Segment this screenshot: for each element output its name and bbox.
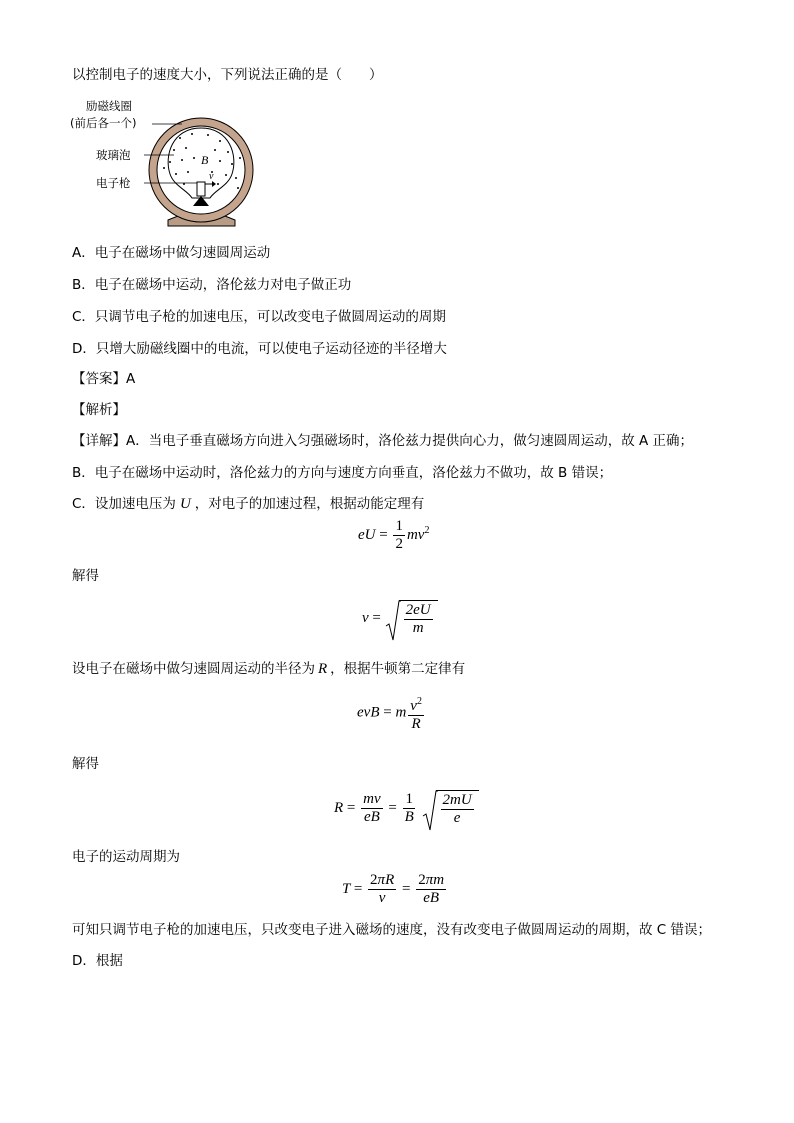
analysis-label: 【解析】 xyxy=(72,402,126,418)
eq4-equals: = xyxy=(346,799,356,816)
eq1-equals: = xyxy=(379,526,388,543)
eq5-den2: eB xyxy=(423,890,440,906)
radius-line-text: 设电子在磁场中做匀速圆周运动的半径为 xyxy=(72,661,315,677)
detail-line-c-text-2: ，对电子的加速过程，根据动能定理有 xyxy=(194,496,425,512)
answer-value: A xyxy=(126,371,136,387)
eq1-rhs: mv xyxy=(406,526,425,543)
apparatus-figure xyxy=(70,98,270,230)
eq1-lhs: eU xyxy=(358,526,376,543)
bulb-label: 玻璃泡 xyxy=(96,148,131,162)
answer-line xyxy=(72,370,135,388)
velocity-label: v xyxy=(209,171,214,182)
detail-line-c xyxy=(72,495,424,513)
eq4-lhs: R xyxy=(334,799,344,816)
eq2-fraction xyxy=(404,602,433,637)
solve-label-2: 解得 xyxy=(72,756,99,772)
eq5-num1-coef: 2 xyxy=(370,872,378,888)
eq5-fraction-2 xyxy=(416,872,446,907)
eq2-lhs: v xyxy=(362,609,369,626)
coil-label: 励磁线圈 xyxy=(86,99,132,113)
eq5-fraction-1 xyxy=(368,872,396,907)
eq5-lhs: T xyxy=(342,880,351,897)
gun-label: 电子枪 xyxy=(96,176,131,190)
equation-newton xyxy=(357,693,426,733)
eq3-num: v xyxy=(410,698,417,714)
answer-label: 【答案】 xyxy=(72,371,126,387)
eq5-equals: = xyxy=(353,880,363,897)
voltage-var: U xyxy=(179,496,191,512)
equation-period xyxy=(342,872,448,907)
coil-note-label: (前后各一个) xyxy=(70,116,137,130)
equation-kinetic-energy xyxy=(358,518,429,553)
eq4-fraction-2 xyxy=(403,791,416,826)
question-stem: 以控制电子的速度大小，下列说法正确的是（ ） xyxy=(72,67,383,83)
eq3-exp: 2 xyxy=(416,696,422,707)
eq4-den1: eB xyxy=(363,809,380,825)
eq5-num1-var: R xyxy=(385,872,395,888)
option-d: D．只增大励磁线圈中的电流，可以使电子运动径迹的半径增大 xyxy=(72,341,447,357)
detail-line-c-text: C．设加速电压为 xyxy=(72,496,176,512)
detail-line-d: D．根据 xyxy=(72,953,123,969)
detail-line-a: 【详解】A．当电子垂直磁场方向进入匀强磁场时，洛伦兹力提供向心力，做匀速圆周运动，故 A 正确； xyxy=(72,433,694,449)
eq3-fraction xyxy=(408,693,424,733)
radius-line-text-2: ，根据牛顿第二定律有 xyxy=(330,661,466,677)
equation-velocity xyxy=(362,600,438,637)
option-c: C．只调节电子枪的加速电压，可以改变电子做圆周运动的周期 xyxy=(72,309,446,325)
eq1-fraction xyxy=(393,518,405,553)
eq4-sqrt xyxy=(422,790,479,827)
solve-label-1: 解得 xyxy=(72,568,99,584)
eq4-den3: e xyxy=(453,810,461,826)
eq3-den: R xyxy=(411,716,421,732)
field-label: B xyxy=(201,153,209,167)
eq3-m: m xyxy=(395,704,407,721)
option-a: A．电子在磁场中做匀速圆周运动 xyxy=(72,245,271,261)
conclusion-c: 可知只调节电子枪的加速电压，只改变电子进入磁场的速度，没有改变电子做圆周运动的周期，故 C 错误； xyxy=(72,922,712,938)
eq5-equals-2: = xyxy=(401,880,411,897)
eq2-den: m xyxy=(412,620,424,636)
detail-radius-line xyxy=(72,660,465,678)
eq4-fraction-1 xyxy=(361,791,383,826)
eq4-num2: 1 xyxy=(405,791,413,807)
eq5-pi-1: π xyxy=(377,872,386,888)
eq5-num2-var: m xyxy=(433,872,445,888)
eq4-equals-2: = xyxy=(388,799,397,816)
eq3-equals: = xyxy=(383,704,392,721)
eq2-sqrt xyxy=(385,600,438,637)
eq5-pi-2: π xyxy=(425,872,434,888)
radius-var: R xyxy=(318,661,328,677)
eq2-num: 2eU xyxy=(405,602,431,618)
eq1-num: 1 xyxy=(395,518,403,534)
eq4-den2: B xyxy=(404,809,414,825)
eq2-equals: = xyxy=(372,609,381,626)
option-b: B．电子在磁场中运动，洛伦兹力对电子做正功 xyxy=(72,277,352,293)
eq1-den: 2 xyxy=(395,536,403,552)
equation-radius xyxy=(334,790,479,827)
eq3-lhs: evB xyxy=(357,704,380,721)
eq4-num3: 2mU xyxy=(442,792,472,808)
eq4-fraction-3 xyxy=(441,792,474,827)
eq5-num2-coef: 2 xyxy=(418,872,426,888)
eq1-exp: 2 xyxy=(424,524,430,536)
detail-line-b: B．电子在磁场中运动时，洛伦兹力的方向与速度方向垂直，洛伦兹力不做功，故 B 错误； xyxy=(72,465,613,481)
eq4-num1: mv xyxy=(363,791,381,807)
eq5-den1: v xyxy=(378,890,386,906)
period-intro: 电子的运动周期为 xyxy=(72,849,180,865)
